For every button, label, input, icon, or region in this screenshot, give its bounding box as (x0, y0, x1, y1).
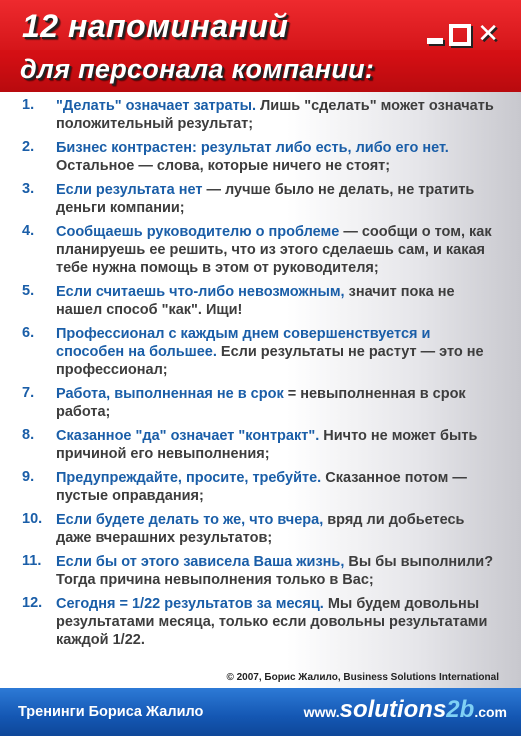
item-text: = невыполненная в срок работа; (56, 386, 466, 420)
copyright-note: © 2007, Борис Жалило, Business Solutions International (226, 672, 499, 683)
list-item (0, 553, 521, 589)
item-number: 6. (22, 325, 35, 341)
item-text: Вы бы выполнили? Тогда причина невыполнения только в Вас; (56, 554, 494, 588)
item-text: Мы будем довольны результатами месяца, только если довольны результатами каждой 1/22. (56, 596, 488, 648)
footer-tagline: Тренинги Бориса Жалило (18, 704, 204, 720)
list-item (0, 595, 521, 649)
item-number: 11. (22, 553, 42, 569)
item-highlight: Если будете делать то же, что вчера, (56, 512, 324, 528)
item-text: значит пока не нашел способ "как". Ищи! (56, 284, 455, 318)
item-number: 12. (22, 595, 43, 611)
item-number: 1. (22, 97, 35, 113)
title-line-2: для персонала компании: (20, 54, 375, 84)
item-highlight: Бизнес контрастен: результат либо есть, либо его нет. (56, 140, 449, 156)
item-number: 9. (22, 469, 35, 485)
maximize-icon[interactable] (449, 24, 471, 46)
item-text: Ничто не может быть причиной его невыполнения; (56, 428, 478, 462)
window-controls (427, 20, 499, 46)
item-text: Лишь "сделать" может означать положительный результат; (56, 98, 494, 132)
url-main: solutions (339, 696, 447, 723)
list-item (0, 511, 521, 547)
minimize-icon[interactable] (427, 38, 443, 44)
item-number: 4. (22, 223, 35, 239)
item-highlight: Сказанное "да" означает "контракт". (56, 428, 320, 444)
item-highlight: "Делать" означает затраты. (56, 98, 257, 114)
item-number: 7. (22, 385, 35, 401)
footer-banner (0, 688, 521, 736)
reminders-list (0, 97, 521, 655)
list-item (0, 139, 521, 175)
title-line-1: 12 напоминаний (22, 8, 289, 44)
list-item (0, 223, 521, 277)
item-highlight: Если считаешь что-либо невозможным, (56, 284, 345, 300)
item-text: — сообщи о том, как планируешь ее решить, что из этого сделаешь сам, и какая тебе нужна помощь в этом от руководителя; (56, 224, 492, 276)
url-prefix: www. (303, 704, 340, 720)
url-suffix: .com (474, 704, 507, 720)
item-text: Если результаты не растут — это не профессионал; (56, 344, 484, 378)
item-number: 3. (22, 181, 35, 197)
list-item (0, 181, 521, 217)
list-item (0, 325, 521, 379)
list-item (0, 469, 521, 505)
list-item (0, 97, 521, 133)
list-item (0, 427, 521, 463)
header-banner (0, 0, 521, 92)
list-item (0, 283, 521, 319)
reminders-panel (0, 92, 521, 688)
item-number: 2. (22, 139, 35, 155)
url-accent: 2b (446, 696, 475, 723)
item-number: 10. (22, 511, 43, 527)
item-highlight: Сообщаешь руководителю о проблеме (56, 224, 340, 240)
item-text: — лучше было не делать, не тратить деньги компании; (56, 182, 475, 216)
list-item (0, 385, 521, 421)
item-number: 5. (22, 283, 35, 299)
item-number: 8. (22, 427, 35, 443)
website-link[interactable] (304, 696, 507, 724)
item-text: Остальное — слова, которые ничего не стоят; (56, 158, 391, 174)
item-highlight: Если результата нет (56, 182, 203, 198)
item-highlight: Профессионал с каждым днем совершенствуется и способен на большее. (56, 326, 431, 360)
close-icon[interactable]: ✕ (477, 18, 499, 48)
item-highlight: Работа, выполненная не в срок (56, 386, 284, 402)
item-text: Сказанное потом — пустые оправдания; (56, 470, 467, 504)
item-highlight: Если бы от этого зависела Ваша жизнь, (56, 554, 345, 570)
item-highlight: Сегодня = 1/22 результатов за месяц. (56, 596, 324, 612)
item-text: вряд ли добьетесь даже вчерашних результатов; (56, 512, 465, 546)
item-highlight: Предупреждайте, просите, требуйте. (56, 470, 322, 486)
